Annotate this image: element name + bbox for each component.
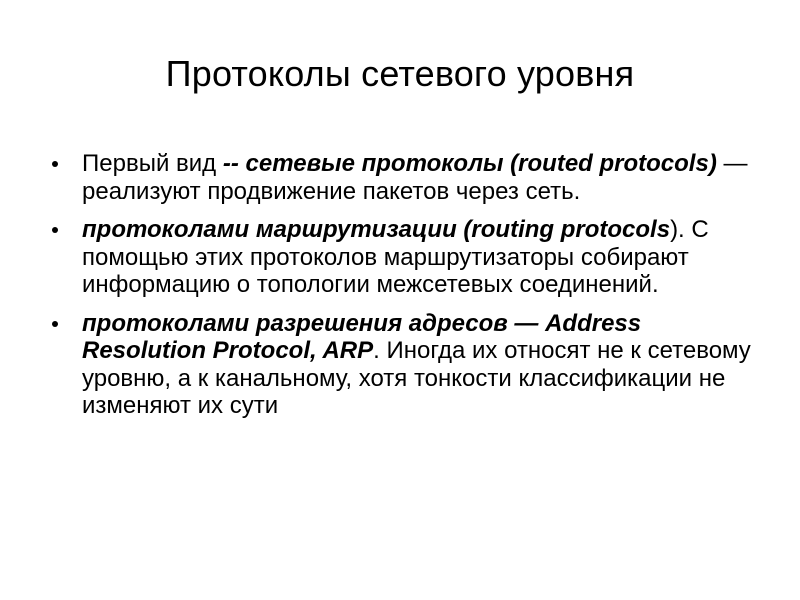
bullet-text-emphasis: протоколами разрешения адресов — Address Resolution Protocol, ARP: [82, 309, 642, 364]
bullet-dot-icon: [52, 227, 58, 233]
bullet-text-normal: ). С помощью этих протоколов маршрутизаторы собирают информацию о топологии межсетевых соединений.: [82, 216, 709, 298]
bullet-text-emphasis: -- сетевые протоколы (routed protocols): [222, 150, 717, 177]
bullet-item-routed-protocols: [52, 150, 752, 205]
slide-title: Протоколы сетевого уровня: [165, 53, 635, 94]
bullet-text-emphasis: протоколами маршрутизации (routing protocols: [82, 216, 671, 243]
bullet-dot-icon: [52, 161, 58, 167]
bullet-item-routing-protocols: [52, 216, 752, 299]
bullet-dot-icon: [52, 321, 58, 327]
bullet-list: [52, 150, 752, 431]
bullet-text-normal: . Иногда их относят не к сетевому уровню, а к канальному, хотя тонкости классификации не изменяют их сути: [82, 337, 751, 419]
bullet-text-normal: — реализуют продвижение пакетов через сеть.: [82, 150, 748, 205]
bullet-item-arp: [52, 310, 752, 420]
bullet-text-normal: Первый вид: [82, 150, 223, 177]
